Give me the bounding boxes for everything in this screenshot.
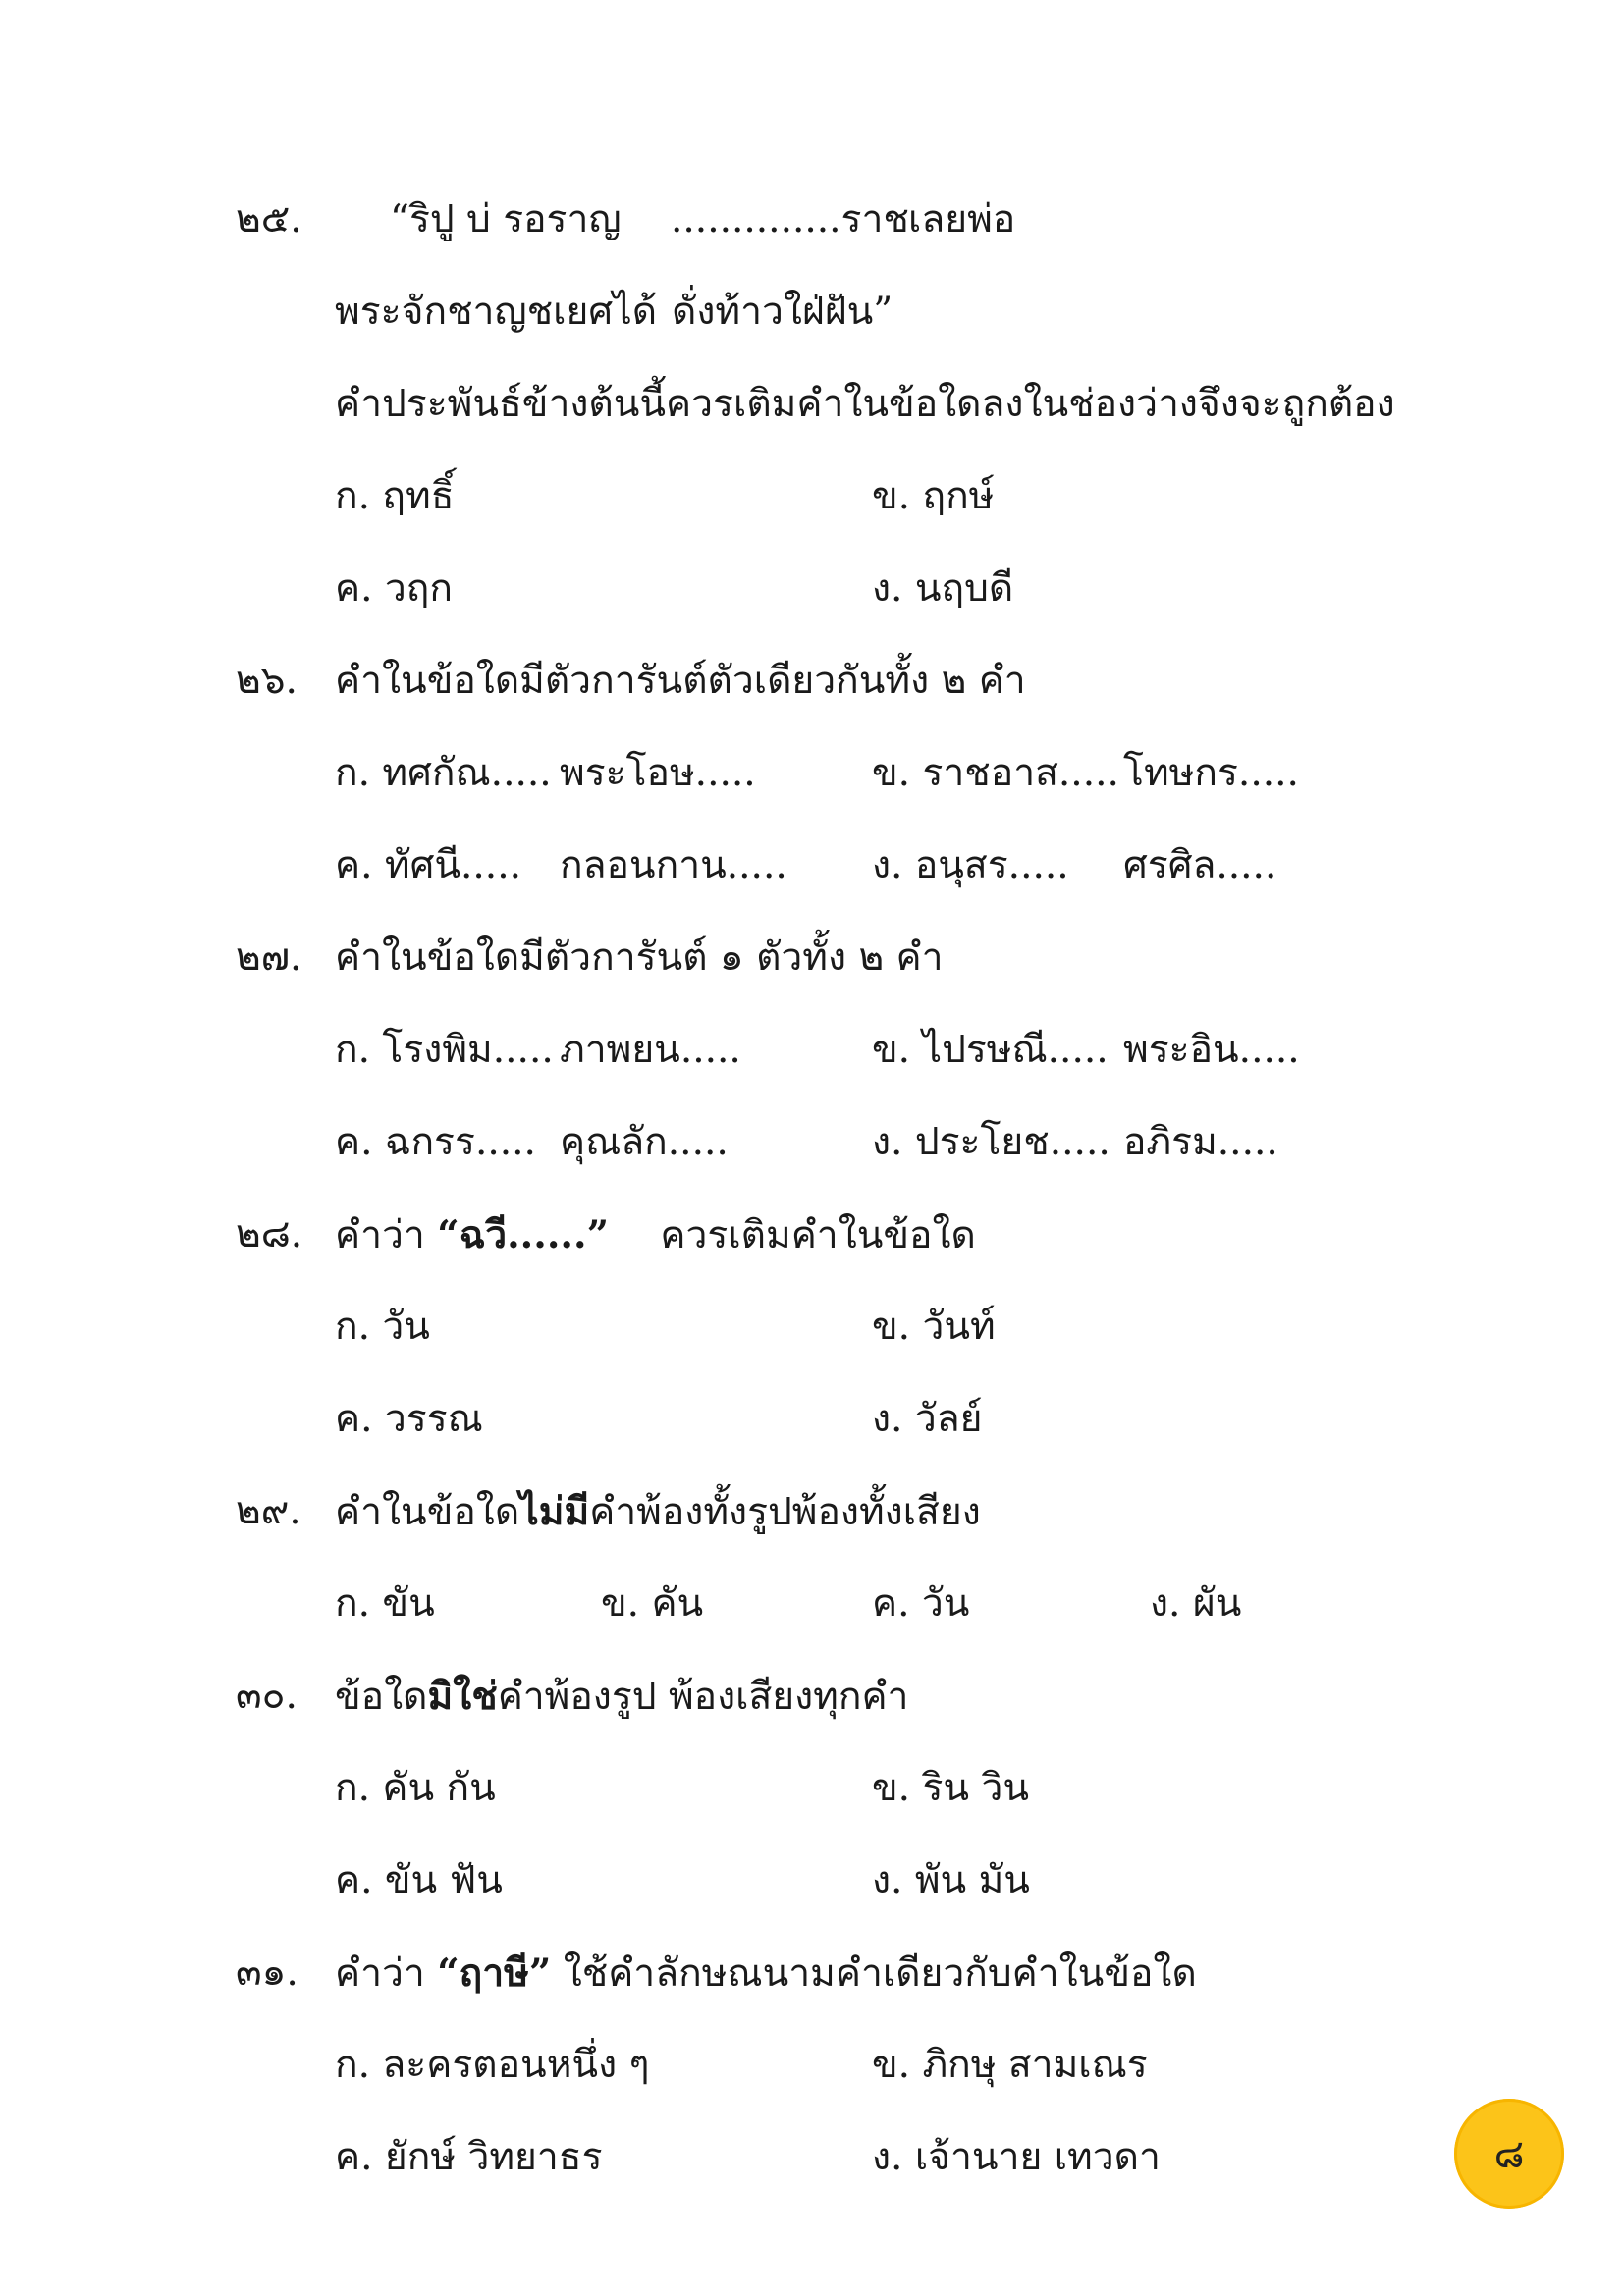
q25-number: ๒๕.	[236, 197, 302, 241]
q28-option-c[interactable]: ค. วรรณ	[335, 1397, 483, 1441]
q27-option-d-word2[interactable]: อภิรม.....	[1123, 1120, 1278, 1164]
q31-option-c[interactable]: ค. ยักษ์ วิทยาธร	[335, 2135, 603, 2179]
q29-option-c[interactable]: ค. วัน	[872, 1581, 970, 1626]
q27-option-b-word1[interactable]: ข. ไปรษณี.....	[872, 1028, 1109, 1072]
q27-prompt: คำในข้อใดมีตัวการันต์ ๑ ตัวทั้ง ๒ คำ	[335, 935, 944, 980]
q25-verse-1c: เลยพ่อ	[908, 197, 1016, 241]
page-number: ๘	[1493, 2132, 1525, 2177]
q25-option-d[interactable]: ง. นฤบดี	[872, 566, 1014, 611]
q27-option-c-word1[interactable]: ค. ฉกรร.....	[335, 1120, 536, 1164]
q27-option-b-word2[interactable]: พระอิน.....	[1123, 1028, 1300, 1072]
q29-prompt-bold: ไม่มี	[519, 1489, 590, 1534]
q30-prompt-bold: มิใช่	[427, 1674, 498, 1719]
q30-option-a[interactable]: ก. คัน กัน	[335, 1766, 496, 1810]
q26-option-d-word1[interactable]: ง. อนุสร.....	[872, 843, 1069, 887]
q30-option-d[interactable]: ง. พัน มัน	[872, 1858, 1030, 1902]
q26-option-b-word1[interactable]: ข. ราชอาส.....	[872, 751, 1119, 795]
q31-option-b[interactable]: ข. ภิกษุ สามเณร	[872, 2043, 1148, 2087]
q29-option-a[interactable]: ก. ขัน	[335, 1581, 435, 1626]
q30-prompt-post: คำพ้องรูป พ้องเสียงทุกคำ	[497, 1675, 909, 1719]
q26-option-c-word2[interactable]: กลอนกาน.....	[560, 843, 787, 887]
q26-prompt: คำในข้อใดมีตัวการันต์ตัวเดียวกันทั้ง ๒ คำ	[335, 659, 1026, 703]
q31-option-a[interactable]: ก. ละครตอนหนึ่ง ๆ	[335, 2043, 650, 2087]
q30-option-c[interactable]: ค. ขัน ฟัน	[335, 1858, 503, 1902]
q29-prompt-post: คำพ้องทั้งรูปพ้องทั้งเสียง	[589, 1490, 981, 1534]
q31-prompt-pre: คำว่า	[335, 1951, 425, 1996]
q25-verse-blank: ..............ราช	[671, 197, 909, 241]
q29-prompt-pre: คำในข้อใด	[335, 1490, 520, 1534]
q31-option-d[interactable]: ง. เจ้านาย เทวดา	[872, 2135, 1161, 2179]
q26-option-d-word2[interactable]: ศรศิล.....	[1123, 843, 1277, 887]
q31-number: ๓๑.	[236, 1950, 298, 1995]
q27-option-d-word1[interactable]: ง. ประโยช.....	[872, 1120, 1110, 1164]
q31-prompt	[335, 1948, 1197, 2000]
q27-number: ๒๗.	[236, 935, 302, 980]
q28-prompt-word: “ฉวี......”	[437, 1212, 609, 1257]
q28-prompt-post: ควรเติมคำในข้อใด	[660, 1213, 976, 1257]
q30-prompt-pre: ข้อใด	[335, 1675, 428, 1719]
q25-verse-2b: ดั่งท้าวใฝ่ฝัน”	[672, 290, 893, 334]
q30-option-b[interactable]: ข. ริน วิน	[872, 1766, 1030, 1810]
q27-option-c-word2[interactable]: คุณลัก.....	[560, 1120, 729, 1164]
q28-prompt	[335, 1209, 976, 1261]
q26-option-a-word1[interactable]: ก. ทศกัณ.....	[335, 751, 552, 795]
q26-number: ๒๖.	[236, 659, 298, 703]
q30-number: ๓๐.	[236, 1674, 298, 1718]
q25-verse-2a: พระจักชาญชเยศได้	[335, 290, 658, 334]
q29-number: ๒๙.	[236, 1489, 301, 1533]
q25-option-b[interactable]: ข. ฤกษ์	[872, 474, 995, 518]
q28-option-b[interactable]: ข. วันท์	[872, 1305, 996, 1349]
q27-option-a-word2[interactable]: ภาพยน.....	[560, 1028, 741, 1072]
q29-option-d[interactable]: ง. ผัน	[1150, 1581, 1242, 1626]
q26-option-c-word1[interactable]: ค. ทัศนี.....	[335, 843, 521, 887]
q31-prompt-word: “ฤาษี”	[437, 1950, 552, 1996]
page-number-badge	[1454, 2099, 1564, 2209]
q26-option-b-word2[interactable]: โทษกร.....	[1123, 751, 1299, 795]
q25-prompt: คำประพันธ์ข้างต้นนี้ควรเติมคำในข้อใดลงในช่องว่างจึงจะถูกต้อง	[335, 382, 1395, 426]
q30-prompt	[335, 1671, 908, 1723]
q28-number: ๒๘.	[236, 1212, 303, 1256]
q28-option-a[interactable]: ก. วัน	[335, 1305, 430, 1349]
q25-option-a[interactable]: ก. ฤทธิ์	[335, 474, 455, 518]
q25-option-c[interactable]: ค. วฤก	[335, 566, 454, 611]
q25-verse-1a: “ริปู บ่ รอราญ	[390, 197, 622, 241]
q28-prompt-pre: คำว่า	[335, 1213, 425, 1257]
q27-option-a-word1[interactable]: ก. โรงพิม.....	[335, 1028, 554, 1072]
q31-prompt-post: ใช้คำลักษณนามคำเดียวกับคำในข้อใด	[563, 1951, 1197, 1996]
q29-prompt	[335, 1486, 981, 1538]
q26-option-a-word2[interactable]: พระโอษ.....	[560, 751, 756, 795]
q29-option-b[interactable]: ข. คัน	[601, 1581, 704, 1626]
q28-option-d[interactable]: ง. วัลย์	[872, 1397, 983, 1441]
